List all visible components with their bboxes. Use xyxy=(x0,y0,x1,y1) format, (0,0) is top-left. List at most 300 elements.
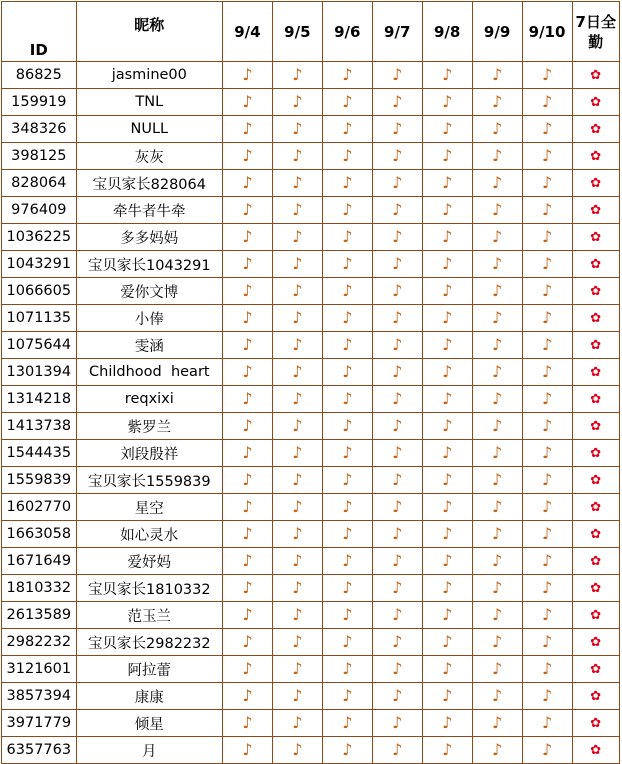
user-nickname: 康康 xyxy=(76,683,222,710)
checkin-cell xyxy=(272,278,322,305)
checkin-cell xyxy=(372,170,422,197)
header-date: 9/4 xyxy=(222,2,272,62)
checkin-cell xyxy=(372,440,422,467)
user-id: 2982232 xyxy=(2,629,77,656)
checkin-cell xyxy=(472,89,522,116)
music-note-icon: ♪ xyxy=(292,226,303,246)
music-note-icon: ♪ xyxy=(442,577,453,597)
music-note-icon: ♪ xyxy=(342,631,353,651)
checkin-cell xyxy=(372,683,422,710)
checkin-cell xyxy=(372,116,422,143)
checkin-cell xyxy=(272,251,322,278)
checkin-cell xyxy=(422,305,472,332)
music-note-icon: ♪ xyxy=(292,91,303,111)
checkin-cell xyxy=(372,737,422,764)
user-id: 159919 xyxy=(2,89,77,116)
full-attendance-cell xyxy=(572,116,619,143)
table-row xyxy=(2,170,620,197)
full-attendance-cell xyxy=(572,737,619,764)
checkin-cell xyxy=(472,710,522,737)
checkin-cell xyxy=(272,197,322,224)
checkin-cell xyxy=(322,710,372,737)
music-note-icon: ♪ xyxy=(442,469,453,489)
music-note-icon: ♪ xyxy=(492,388,503,408)
checkin-cell xyxy=(322,521,372,548)
music-note-icon: ♪ xyxy=(541,307,553,327)
music-note-icon: ♪ xyxy=(442,658,453,678)
music-note-icon: ♪ xyxy=(492,577,503,597)
music-note-icon: ♪ xyxy=(541,415,553,435)
full-attendance-cell xyxy=(572,710,619,737)
checkin-cell xyxy=(222,305,272,332)
checkin-cell xyxy=(472,143,522,170)
music-note-icon: ♪ xyxy=(492,523,503,543)
user-nickname: jasmine00 xyxy=(76,62,222,89)
checkin-cell xyxy=(222,251,272,278)
table-row xyxy=(2,224,620,251)
music-note-icon: ♪ xyxy=(342,415,353,435)
music-note-icon: ♪ xyxy=(541,361,553,381)
music-note-icon: ♪ xyxy=(492,469,503,489)
checkin-cell xyxy=(322,629,372,656)
music-note-icon: ♪ xyxy=(292,145,303,165)
checkin-cell xyxy=(372,467,422,494)
music-note-icon: ♪ xyxy=(392,415,403,435)
flower-icon: ✿ xyxy=(590,365,602,380)
music-note-icon: ♪ xyxy=(242,280,253,300)
header-date: 9/10 xyxy=(522,2,572,62)
music-note-icon: ♪ xyxy=(342,361,353,381)
music-note-icon: ♪ xyxy=(392,226,403,246)
music-note-icon: ♪ xyxy=(541,712,553,732)
music-note-icon: ♪ xyxy=(442,334,453,354)
music-note-icon: ♪ xyxy=(492,307,503,327)
checkin-cell xyxy=(422,602,472,629)
header-date: 9/7 xyxy=(372,2,422,62)
table-row xyxy=(2,656,620,683)
checkin-cell xyxy=(372,332,422,359)
full-attendance-cell xyxy=(572,359,619,386)
full-attendance-cell xyxy=(572,629,619,656)
checkin-cell xyxy=(222,386,272,413)
user-id: 1066605 xyxy=(2,278,77,305)
music-note-icon: ♪ xyxy=(292,712,303,732)
header-date: 9/8 xyxy=(422,2,472,62)
full-attendance-cell xyxy=(572,683,619,710)
user-id: 3121601 xyxy=(2,656,77,683)
user-nickname: Childhood heart xyxy=(76,359,222,386)
music-note-icon: ♪ xyxy=(492,334,503,354)
checkin-cell xyxy=(372,548,422,575)
music-note-icon: ♪ xyxy=(242,361,253,381)
music-note-icon: ♪ xyxy=(292,523,303,543)
checkin-cell xyxy=(272,575,322,602)
music-note-icon: ♪ xyxy=(342,280,353,300)
checkin-cell xyxy=(322,386,372,413)
music-note-icon: ♪ xyxy=(342,550,353,570)
user-id: 1559839 xyxy=(2,467,77,494)
user-id: 1663058 xyxy=(2,521,77,548)
music-note-icon: ♪ xyxy=(492,739,503,759)
music-note-icon: ♪ xyxy=(442,307,453,327)
table-row xyxy=(2,386,620,413)
flower-icon: ✿ xyxy=(590,257,602,272)
music-note-icon: ♪ xyxy=(541,226,553,246)
checkin-cell xyxy=(222,575,272,602)
checkin-cell xyxy=(422,170,472,197)
checkin-cell xyxy=(372,602,422,629)
music-note-icon: ♪ xyxy=(442,415,453,435)
table-row xyxy=(2,251,620,278)
music-note-icon: ♪ xyxy=(342,604,353,624)
user-id: 1036225 xyxy=(2,224,77,251)
checkin-cell xyxy=(522,305,572,332)
checkin-cell xyxy=(422,656,472,683)
checkin-cell xyxy=(322,197,372,224)
checkin-cell xyxy=(322,737,372,764)
music-note-icon: ♪ xyxy=(292,118,303,138)
music-note-icon: ♪ xyxy=(292,388,303,408)
music-note-icon: ♪ xyxy=(492,550,503,570)
user-nickname: 灰灰 xyxy=(76,143,222,170)
checkin-cell xyxy=(222,656,272,683)
music-note-icon: ♪ xyxy=(342,226,353,246)
checkin-cell xyxy=(472,656,522,683)
checkin-cell xyxy=(372,251,422,278)
music-note-icon: ♪ xyxy=(242,118,253,138)
checkin-cell xyxy=(272,629,322,656)
checkin-cell xyxy=(522,521,572,548)
user-id: 398125 xyxy=(2,143,77,170)
checkin-cell xyxy=(472,521,522,548)
music-note-icon: ♪ xyxy=(242,739,253,759)
music-note-icon: ♪ xyxy=(442,172,453,192)
flower-icon: ✿ xyxy=(590,581,602,596)
checkin-cell xyxy=(422,683,472,710)
user-nickname: 爱妤妈 xyxy=(76,548,222,575)
full-attendance-cell xyxy=(572,251,619,278)
music-note-icon: ♪ xyxy=(392,334,403,354)
checkin-cell xyxy=(322,683,372,710)
table-row xyxy=(2,521,620,548)
music-note-icon: ♪ xyxy=(342,496,353,516)
music-note-icon: ♪ xyxy=(392,64,403,84)
music-note-icon: ♪ xyxy=(392,712,403,732)
music-note-icon: ♪ xyxy=(242,145,253,165)
checkin-cell xyxy=(372,386,422,413)
checkin-cell xyxy=(372,656,422,683)
checkin-cell xyxy=(422,737,472,764)
checkin-cell xyxy=(422,386,472,413)
user-id: 1671649 xyxy=(2,548,77,575)
header-full-attendance-line2: 勤 xyxy=(588,33,604,51)
checkin-cell xyxy=(522,89,572,116)
checkin-cell xyxy=(372,224,422,251)
checkin-cell xyxy=(372,89,422,116)
music-note-icon: ♪ xyxy=(342,577,353,597)
checkin-cell xyxy=(422,413,472,440)
music-note-icon: ♪ xyxy=(242,91,253,111)
table-row xyxy=(2,278,620,305)
checkin-cell xyxy=(272,710,322,737)
checkin-cell xyxy=(422,494,472,521)
music-note-icon: ♪ xyxy=(392,442,403,462)
music-note-icon: ♪ xyxy=(442,91,453,111)
full-attendance-cell xyxy=(572,197,619,224)
checkin-cell xyxy=(222,143,272,170)
checkin-cell xyxy=(222,710,272,737)
checkin-cell xyxy=(472,197,522,224)
checkin-cell xyxy=(522,224,572,251)
checkin-cell xyxy=(372,305,422,332)
music-note-icon: ♪ xyxy=(492,118,503,138)
checkin-cell xyxy=(422,629,472,656)
checkin-cell xyxy=(222,116,272,143)
music-note-icon: ♪ xyxy=(292,685,303,705)
music-note-icon: ♪ xyxy=(242,523,253,543)
header-date: 9/5 xyxy=(272,2,322,62)
flower-icon: ✿ xyxy=(590,608,602,623)
checkin-cell xyxy=(222,737,272,764)
music-note-icon: ♪ xyxy=(541,145,553,165)
user-nickname: 月 xyxy=(76,737,222,764)
header-nickname: 昵称 xyxy=(76,2,222,62)
checkin-cell xyxy=(222,89,272,116)
checkin-cell xyxy=(222,62,272,89)
checkin-cell xyxy=(522,332,572,359)
music-note-icon: ♪ xyxy=(242,226,253,246)
checkin-cell xyxy=(272,224,322,251)
music-note-icon: ♪ xyxy=(342,64,353,84)
music-note-icon: ♪ xyxy=(392,253,403,273)
full-attendance-cell xyxy=(572,224,619,251)
music-note-icon: ♪ xyxy=(392,280,403,300)
header-id: ID xyxy=(2,2,77,62)
table-row xyxy=(2,683,620,710)
checkin-cell xyxy=(322,170,372,197)
music-note-icon: ♪ xyxy=(541,253,553,273)
checkin-cell xyxy=(322,575,372,602)
checkin-cell xyxy=(522,575,572,602)
flower-icon: ✿ xyxy=(590,95,602,110)
checkin-cell xyxy=(322,359,372,386)
flower-icon: ✿ xyxy=(590,311,602,326)
checkin-cell xyxy=(272,602,322,629)
user-id: 828064 xyxy=(2,170,77,197)
checkin-cell xyxy=(222,332,272,359)
music-note-icon: ♪ xyxy=(242,631,253,651)
music-note-icon: ♪ xyxy=(392,172,403,192)
music-note-icon: ♪ xyxy=(541,388,553,408)
checkin-cell xyxy=(522,170,572,197)
music-note-icon: ♪ xyxy=(492,604,503,624)
music-note-icon: ♪ xyxy=(541,199,553,219)
music-note-icon: ♪ xyxy=(392,685,403,705)
checkin-cell xyxy=(522,386,572,413)
checkin-cell xyxy=(222,521,272,548)
checkin-cell xyxy=(272,737,322,764)
checkin-cell xyxy=(422,278,472,305)
checkin-cell xyxy=(222,494,272,521)
user-id: 3971779 xyxy=(2,710,77,737)
full-attendance-cell xyxy=(572,467,619,494)
music-note-icon: ♪ xyxy=(242,658,253,678)
checkin-cell xyxy=(522,656,572,683)
user-nickname: 爱你文博 xyxy=(76,278,222,305)
table-row xyxy=(2,629,620,656)
music-note-icon: ♪ xyxy=(392,739,403,759)
user-nickname: 雯涵 xyxy=(76,332,222,359)
checkin-cell xyxy=(472,170,522,197)
user-id: 1544435 xyxy=(2,440,77,467)
user-nickname: TNL xyxy=(76,89,222,116)
header-full-attendance xyxy=(572,2,619,62)
flower-icon: ✿ xyxy=(590,122,602,137)
header-date: 9/9 xyxy=(472,2,522,62)
table-row xyxy=(2,737,620,764)
full-attendance-cell xyxy=(572,602,619,629)
checkin-cell xyxy=(422,62,472,89)
full-attendance-cell xyxy=(572,278,619,305)
flower-icon: ✿ xyxy=(590,446,602,461)
checkin-cell xyxy=(322,89,372,116)
music-note-icon: ♪ xyxy=(242,388,253,408)
flower-icon: ✿ xyxy=(590,419,602,434)
music-note-icon: ♪ xyxy=(342,658,353,678)
checkin-cell xyxy=(272,656,322,683)
checkin-cell xyxy=(272,170,322,197)
user-nickname: 阿拉蕾 xyxy=(76,656,222,683)
music-note-icon: ♪ xyxy=(242,64,253,84)
music-note-icon: ♪ xyxy=(442,253,453,273)
user-nickname: 宝贝家长1810332 xyxy=(76,575,222,602)
music-note-icon: ♪ xyxy=(392,118,403,138)
checkin-cell xyxy=(422,440,472,467)
music-note-icon: ♪ xyxy=(492,172,503,192)
full-attendance-cell xyxy=(572,170,619,197)
checkin-cell xyxy=(272,440,322,467)
music-note-icon: ♪ xyxy=(492,199,503,219)
flower-icon: ✿ xyxy=(590,230,602,245)
checkin-cell xyxy=(522,413,572,440)
checkin-cell xyxy=(422,197,472,224)
music-note-icon: ♪ xyxy=(242,334,253,354)
full-attendance-cell xyxy=(572,575,619,602)
music-note-icon: ♪ xyxy=(342,145,353,165)
checkin-cell xyxy=(222,359,272,386)
user-id: 86825 xyxy=(2,62,77,89)
checkin-cell xyxy=(422,143,472,170)
table-row xyxy=(2,548,620,575)
checkin-cell xyxy=(372,197,422,224)
checkin-cell xyxy=(422,359,472,386)
music-note-icon: ♪ xyxy=(492,685,503,705)
checkin-cell xyxy=(322,278,372,305)
user-id: 3857394 xyxy=(2,683,77,710)
music-note-icon: ♪ xyxy=(242,577,253,597)
music-note-icon: ♪ xyxy=(342,91,353,111)
user-id: 348326 xyxy=(2,116,77,143)
music-note-icon: ♪ xyxy=(541,64,553,84)
table-row xyxy=(2,197,620,224)
music-note-icon: ♪ xyxy=(392,145,403,165)
user-nickname: 宝贝家长1559839 xyxy=(76,467,222,494)
checkin-cell xyxy=(372,62,422,89)
music-note-icon: ♪ xyxy=(442,118,453,138)
music-note-icon: ♪ xyxy=(242,604,253,624)
music-note-icon: ♪ xyxy=(292,253,303,273)
checkin-cell xyxy=(522,710,572,737)
header-full-attendance-line1: 7日全 xyxy=(575,13,616,31)
music-note-icon: ♪ xyxy=(492,712,503,732)
checkin-cell xyxy=(472,413,522,440)
music-note-icon: ♪ xyxy=(442,523,453,543)
checkin-cell xyxy=(422,332,472,359)
checkin-cell xyxy=(272,359,322,386)
checkin-cell xyxy=(522,548,572,575)
music-note-icon: ♪ xyxy=(541,172,553,192)
music-note-icon: ♪ xyxy=(392,199,403,219)
music-note-icon: ♪ xyxy=(392,658,403,678)
checkin-cell xyxy=(472,737,522,764)
music-note-icon: ♪ xyxy=(342,199,353,219)
music-note-icon: ♪ xyxy=(442,631,453,651)
checkin-cell xyxy=(222,278,272,305)
checkin-cell xyxy=(322,143,372,170)
music-note-icon: ♪ xyxy=(492,280,503,300)
music-note-icon: ♪ xyxy=(541,334,553,354)
checkin-cell xyxy=(522,494,572,521)
checkin-cell xyxy=(472,629,522,656)
music-note-icon: ♪ xyxy=(242,415,253,435)
full-attendance-cell xyxy=(572,413,619,440)
checkin-cell xyxy=(522,602,572,629)
checkin-cell xyxy=(372,629,422,656)
user-nickname: 如心灵水 xyxy=(76,521,222,548)
music-note-icon: ♪ xyxy=(492,91,503,111)
music-note-icon: ♪ xyxy=(342,442,353,462)
user-id: 1043291 xyxy=(2,251,77,278)
checkin-cell xyxy=(472,224,522,251)
checkin-cell xyxy=(372,359,422,386)
table-row xyxy=(2,710,620,737)
checkin-cell xyxy=(322,656,372,683)
checkin-cell xyxy=(272,683,322,710)
music-note-icon: ♪ xyxy=(492,442,503,462)
music-note-icon: ♪ xyxy=(292,334,303,354)
music-note-icon: ♪ xyxy=(342,334,353,354)
music-note-icon: ♪ xyxy=(492,631,503,651)
checkin-cell xyxy=(272,548,322,575)
checkin-cell xyxy=(222,224,272,251)
music-note-icon: ♪ xyxy=(342,307,353,327)
music-note-icon: ♪ xyxy=(392,361,403,381)
music-note-icon: ♪ xyxy=(392,577,403,597)
music-note-icon: ♪ xyxy=(442,361,453,381)
music-note-icon: ♪ xyxy=(292,415,303,435)
flower-icon: ✿ xyxy=(590,473,602,488)
music-note-icon: ♪ xyxy=(292,739,303,759)
music-note-icon: ♪ xyxy=(292,496,303,516)
table-row xyxy=(2,413,620,440)
full-attendance-cell xyxy=(572,386,619,413)
checkin-cell xyxy=(322,305,372,332)
music-note-icon: ♪ xyxy=(242,199,253,219)
checkin-cell xyxy=(522,359,572,386)
checkin-cell xyxy=(322,62,372,89)
table-row xyxy=(2,62,620,89)
checkin-cell xyxy=(522,251,572,278)
